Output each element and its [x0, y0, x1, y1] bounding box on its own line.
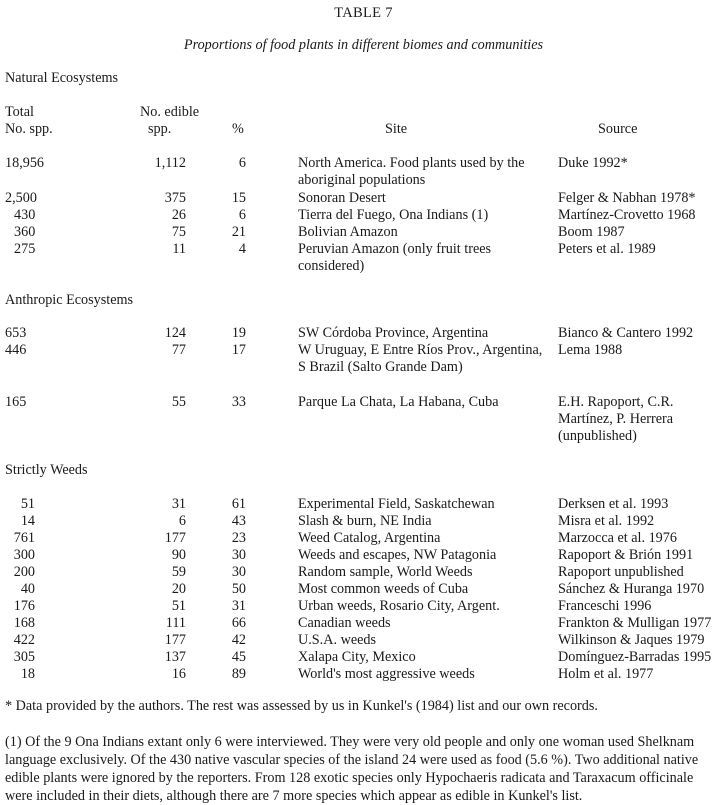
cell-edible: 6 [178, 513, 186, 529]
cell-source: Boom 1987 [558, 224, 625, 240]
cell-source: Felger & Nabhan 1978* [558, 190, 696, 206]
cell-source: Rapoport unpublished [558, 564, 684, 580]
cell-source: E.H. Rapoport, C.R. Martínez, P. Herrera (unpublished) [558, 394, 674, 444]
cell-source: Misra et al. 1992 [558, 513, 655, 529]
cell-edible: 124 [164, 325, 186, 341]
cell-source: Rapoport & Brión 1991 [558, 547, 694, 563]
cell-total: 360 [14, 224, 36, 240]
cell-percent: 6 [238, 155, 246, 171]
cell-total: 2,500 [5, 190, 37, 206]
footnote-star: * Data provided by the authors. The rest was assessed by us in Kunkel's (1984) list and our own records. [5, 698, 598, 714]
cell-edible: 75 [171, 224, 186, 240]
header-edible-line1: No. edible [140, 104, 200, 120]
cell-total: 422 [13, 632, 35, 648]
cell-source: Holm et al. 1977 [558, 666, 654, 682]
header-percent: % [232, 121, 244, 137]
cell-total: 165 [5, 394, 27, 410]
cell-total: 305 [13, 649, 35, 665]
cell-source: Domínguez-Barradas 1995 [558, 649, 712, 665]
cell-edible: 20 [171, 581, 186, 597]
header-source: Source [598, 121, 638, 137]
cell-source: Duke 1992* [558, 155, 628, 171]
cell-site: Peruvian Amazon (only fruit trees considered) [298, 241, 492, 274]
cell-site: Sonoran Desert [298, 190, 386, 206]
cell-site: Canadian weeds [298, 615, 391, 631]
cell-percent: 61 [231, 496, 246, 512]
cell-edible: 375 [164, 190, 186, 206]
cell-site: World's most aggressive weeds [298, 666, 475, 682]
cell-site: North America. Food plants used by the aboriginal populations [298, 155, 525, 188]
cell-site: Tierra del Fuego, Ona Indians (1) [298, 207, 489, 223]
cell-total: 300 [13, 547, 35, 563]
header-site: Site [385, 121, 408, 137]
table-subtitle: Proportions of food plants in different biomes and communities [183, 37, 544, 53]
cell-site: U.S.A. weeds [298, 632, 377, 648]
cell-edible: 26 [171, 207, 186, 223]
cell-edible: 90 [171, 547, 186, 563]
cell-source: Bianco & Cantero 1992 [558, 325, 694, 341]
cell-edible: 177 [164, 530, 186, 546]
cell-source: Franceschi 1996 [558, 598, 652, 614]
cell-edible: 31 [171, 496, 186, 512]
cell-site: Weeds and escapes, NW Patagonia [298, 547, 497, 563]
cell-site: Urban weeds, Rosario City, Argent. [298, 598, 500, 614]
cell-source: Lema 1988 [558, 342, 623, 358]
cell-total: 168 [13, 615, 35, 631]
cell-total: 200 [13, 564, 35, 580]
cell-edible: 55 [171, 394, 186, 410]
cell-percent: 17 [231, 342, 246, 358]
cell-total: 14 [20, 513, 35, 529]
header-edible-line2: spp. [148, 121, 172, 137]
cell-source: Wilkinson & Jaques 1979 [558, 632, 705, 648]
cell-edible: 177 [164, 632, 186, 648]
cell-edible: 77 [171, 342, 186, 358]
cell-percent: 30 [231, 547, 246, 563]
cell-percent: 89 [231, 666, 246, 682]
cell-source: Martínez-Crovetto 1968 [558, 207, 696, 223]
cell-percent: 33 [231, 394, 246, 410]
cell-site: Weed Catalog, Argentina [298, 530, 441, 546]
cell-total: 176 [13, 598, 35, 614]
cell-site: Xalapa City, Mexico [298, 649, 416, 665]
cell-total: 51 [20, 496, 35, 512]
cell-site: Experimental Field, Saskatchewan [298, 496, 495, 512]
cell-percent: 15 [231, 190, 246, 206]
cell-percent: 45 [231, 649, 246, 665]
cell-edible: 16 [171, 666, 186, 682]
cell-total: 430 [14, 207, 36, 223]
cell-source: Derksen et al. 1993 [558, 496, 669, 512]
cell-percent: 50 [231, 581, 246, 597]
cell-percent: 19 [231, 325, 246, 341]
section-strictly-weeds: Strictly Weeds [5, 462, 88, 478]
cell-source: Frankton & Mulligan 1977 [558, 615, 712, 631]
cell-site: Bolivian Amazon [298, 224, 398, 240]
cell-percent: 4 [238, 241, 246, 257]
cell-percent: 31 [231, 598, 246, 614]
cell-percent: 66 [231, 615, 246, 631]
cell-percent: 30 [231, 564, 246, 580]
table-title: TABLE 7 [334, 5, 393, 21]
cell-edible: 11 [172, 241, 186, 257]
section-natural-ecosystems: Natural Ecosystems [5, 70, 119, 86]
cell-total: 761 [13, 530, 35, 546]
cell-site: SW Córdoba Province, Argentina [298, 325, 489, 341]
cell-percent: 6 [238, 207, 246, 223]
cell-total: 18,956 [5, 155, 45, 171]
cell-source: Peters et al. 1989 [558, 241, 656, 257]
cell-total: 446 [5, 342, 27, 358]
cell-edible: 51 [171, 598, 186, 614]
cell-source: Marzocca et al. 1976 [558, 530, 677, 546]
header-total-line1: Total [5, 104, 34, 120]
cell-edible: 59 [171, 564, 186, 580]
section-anthropic-ecosystems: Anthropic Ecosystems [5, 292, 134, 308]
cell-edible: 111 [165, 615, 186, 631]
cell-percent: 43 [231, 513, 246, 529]
cell-total: 275 [14, 241, 36, 257]
cell-site: Random sample, World Weeds [298, 564, 473, 580]
cell-site: Most common weeds of Cuba [298, 581, 469, 597]
cell-source: Sánchez & Huranga 1970 [558, 581, 705, 597]
cell-total: 40 [20, 581, 35, 597]
cell-percent: 23 [231, 530, 246, 546]
cell-site: W Uruguay, E Entre Ríos Prov., Argentina, S Brazil (Salto Grande Dam) [298, 342, 543, 375]
cell-site: Slash & burn, NE India [298, 513, 432, 529]
cell-percent: 21 [231, 224, 246, 240]
header-total-line2: No. spp. [5, 121, 53, 137]
cell-edible: 137 [164, 649, 186, 665]
cell-total: 653 [5, 325, 27, 341]
footnote-ona-indians: (1) Of the 9 Ona Indians extant only 6 were interviewed. They were very old people and only one woman used Shelknam language exclusively. Of the 430 native vascular species of the island 24 were used as food (5.6 %). Two additional native edible plants were ignored by the reporters. From 128 exotic species only Hypochaeris radicata and Taraxacum officinale were included in their diets, although there are 7 more species which appear as edible in Kunkel's list. [5, 734, 699, 804]
cell-site: Parque La Chata, La Habana, Cuba [298, 394, 499, 410]
cell-percent: 42 [231, 632, 246, 648]
cell-edible: 1,112 [154, 155, 186, 171]
cell-total: 18 [20, 666, 35, 682]
